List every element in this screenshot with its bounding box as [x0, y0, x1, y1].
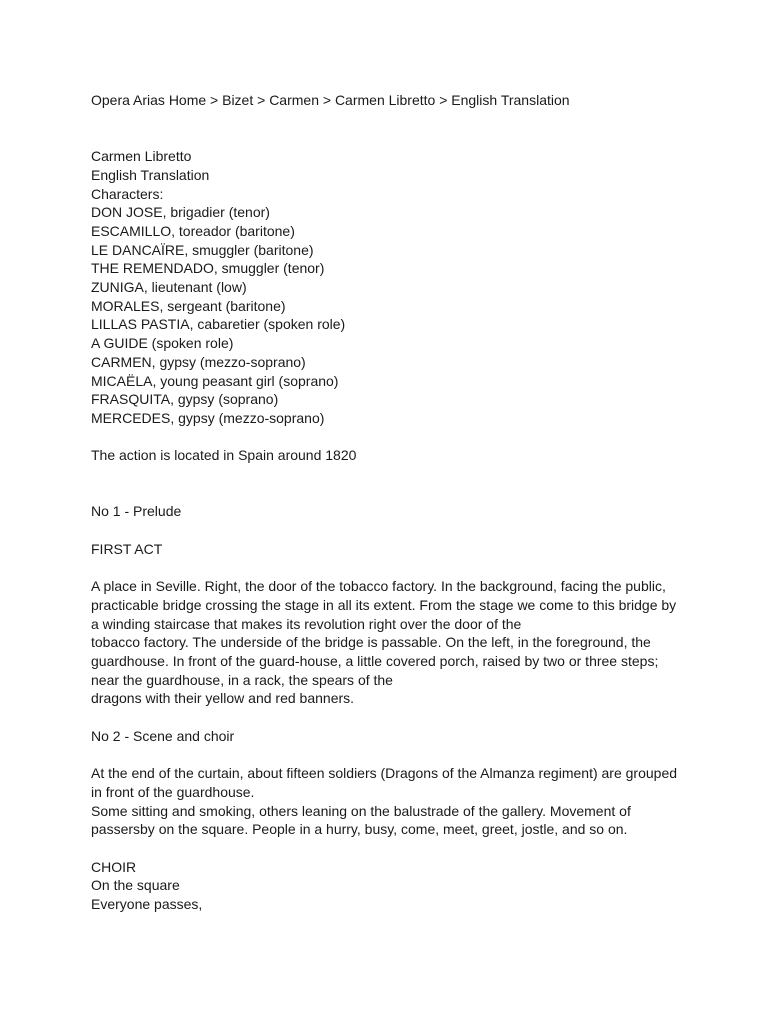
character-item: THE REMENDADO, smuggler (tenor) [91, 260, 325, 277]
choir-line: Everyone passes, [91, 896, 203, 913]
spacer [91, 521, 681, 540]
act-heading: FIRST ACT [91, 540, 163, 557]
spacer [91, 428, 681, 447]
stage-direction-paragraph [91, 577, 681, 708]
text-line: A place in Seville. Right, the door of the tobacco factory. In the background, facing the public, [91, 578, 666, 595]
character-item: MICAËLA, young peasant girl (soprano) [91, 372, 339, 389]
libretto-page [91, 91, 681, 914]
spacer [91, 746, 681, 765]
choir-line: On the square [91, 877, 180, 894]
character-item: ESCAMILLO, toreador (baritone) [91, 222, 295, 239]
spacer [91, 708, 681, 727]
character-item: A GUIDE (spoken role) [91, 335, 234, 352]
characters-list [91, 203, 681, 427]
spacer [91, 559, 681, 578]
spacer [91, 110, 681, 147]
number-heading-prelude: No 1 - Prelude [91, 503, 182, 520]
text-line: passersby on the square. People in a hurry, busy, come, meet, greet, jostle, and so on. [91, 821, 628, 838]
text-line: dragons with their yellow and red banners. [91, 690, 355, 707]
character-item: CARMEN, gypsy (mezzo-soprano) [91, 353, 306, 370]
character-item: LE DANCAÏRE, smuggler (baritone) [91, 241, 314, 258]
text-line: tobacco factory. The underside of the bridge is passable. On the left, in the foreground, the [91, 634, 651, 651]
text-line: Some sitting and smoking, others leaning on the balustrade of the gallery. Movement of [91, 802, 631, 819]
libretto-subtitle: English Translation [91, 166, 210, 183]
text-line: guardhouse. In front of the guard-house, a little covered porch, raised by two or three steps; [91, 653, 659, 670]
breadcrumb[interactable]: Opera Arias Home > Bizet > Carmen > Carmen Libretto > English Translation [91, 92, 570, 108]
character-item: LILLAS PASTIA, cabaretier (spoken role) [91, 316, 346, 333]
characters-heading: Characters: [91, 185, 164, 202]
spacer [91, 839, 681, 858]
character-item: MERCEDES, gypsy (mezzo-soprano) [91, 409, 325, 426]
scene-paragraph [91, 764, 681, 839]
text-line: a winding staircase that makes its revolution right over the door of the [91, 615, 522, 632]
choir-heading: CHOIR [91, 858, 137, 875]
character-item: MORALES, sergeant (baritone) [91, 297, 286, 314]
text-line: At the end of the curtain, about fifteen soldiers (Dragons of the Almanza regiment) are grouped [91, 765, 678, 782]
text-line: practicable bridge crossing the stage in all its extent. From the stage we come to this bridge by [91, 596, 677, 613]
libretto-title: Carmen Libretto [91, 148, 192, 165]
text-line: near the guardhouse, in a rack, the spears of the [91, 671, 393, 688]
character-item: ZUNIGA, lieutenant (low) [91, 279, 247, 296]
character-item: DON JOSE, brigadier (tenor) [91, 204, 270, 221]
text-line: in front of the guardhouse. [91, 783, 255, 800]
setting-text: The action is located in Spain around 1820 [91, 447, 357, 464]
character-item: FRASQUITA, gypsy (soprano) [91, 391, 279, 408]
number-heading-scene: No 2 - Scene and choir [91, 727, 235, 744]
spacer [91, 465, 681, 502]
